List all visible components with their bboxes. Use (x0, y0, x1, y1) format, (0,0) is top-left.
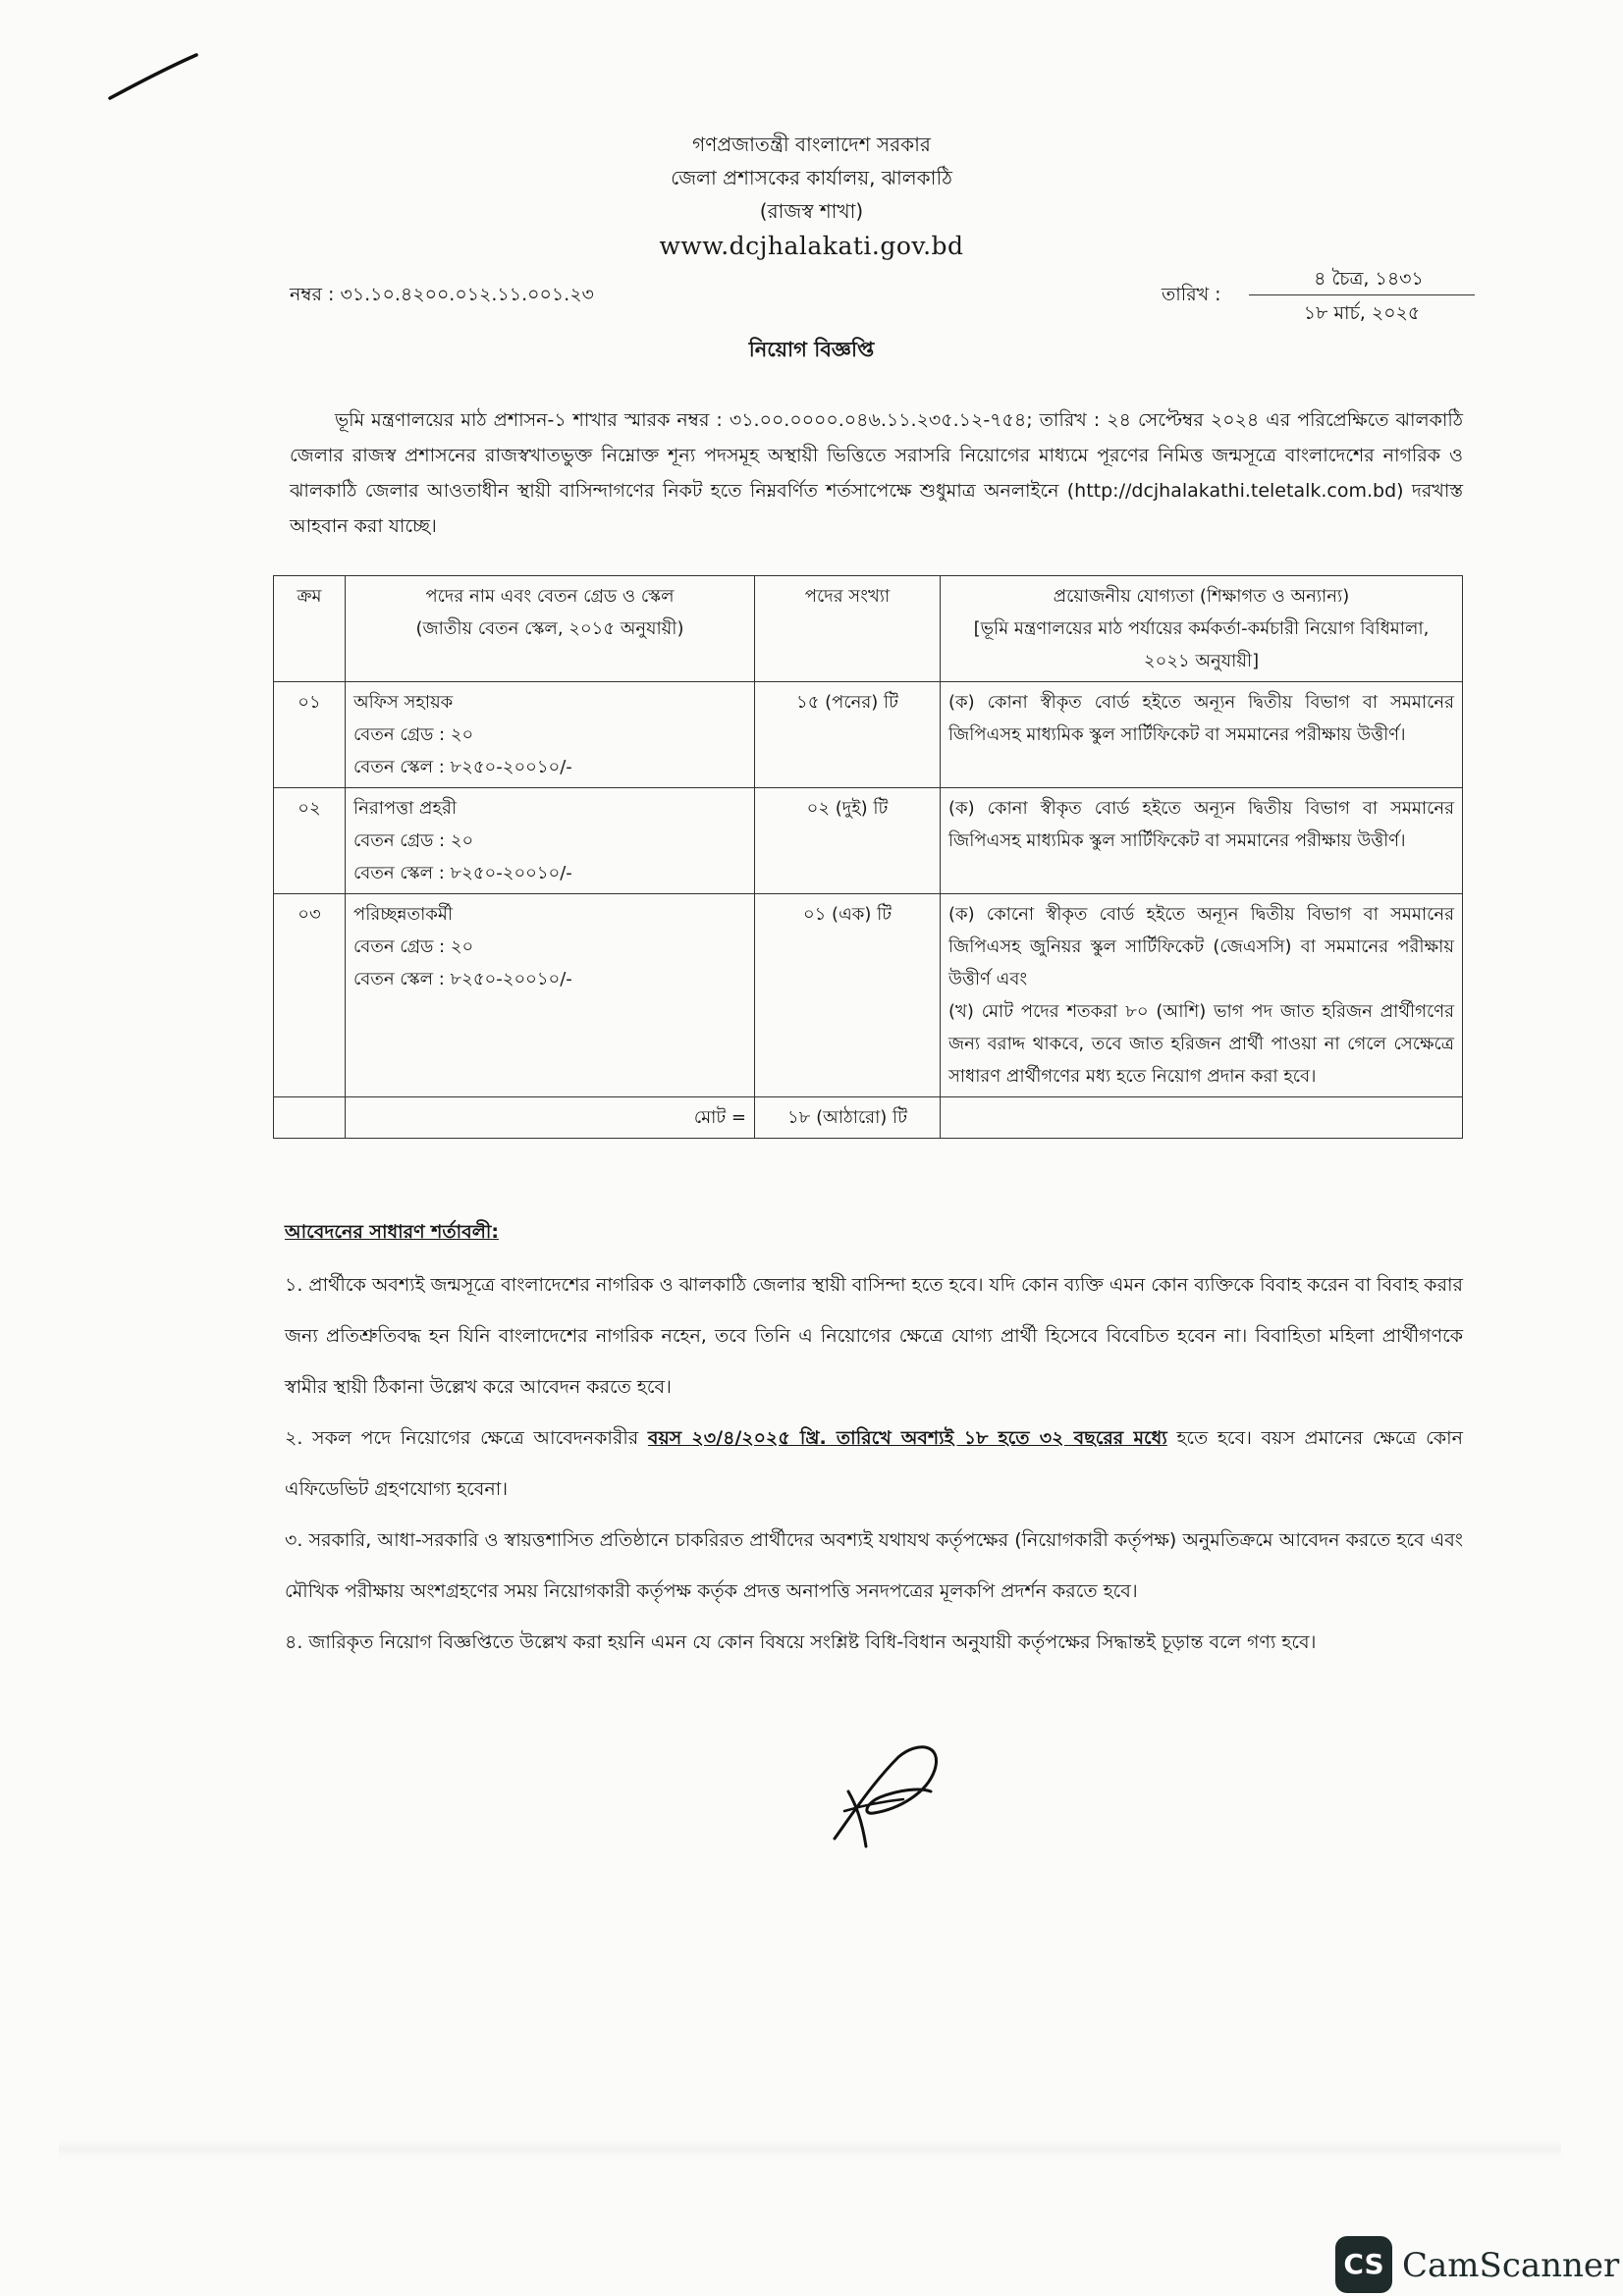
post-name: নিরাপত্তা প্রহরী (353, 798, 457, 819)
header-qualification-line2: [ভূমি মন্ত্রণালয়ের মাঠ পর্যায়ের কর্মকর্তা-কর্মচারী নিয়োগ বিধিমালা, ২০২১ অনুযায়ী] (973, 618, 1430, 671)
table-header-row (274, 576, 1463, 682)
condition-2-post: হতে হবে। বয়স প্রমানের ক্ষেত্রে কোন এফিডেভিট গ্রহণযোগ্য হবেনা। (285, 1427, 1463, 1500)
condition-2 (285, 1413, 1463, 1515)
condition-4: ৪. জারিকৃত নিয়োগ বিজ্ঞপ্তিতে উল্লেখ করা হয়নি এমন যে কোন বিষয়ে সংশ্লিষ্ট বিধি-বিধান অনুযায়ী কর্তৃপক্ষের সিদ্ধান্তই চূড়ান্ত বলে গণ্য হবে। (285, 1631, 1317, 1653)
office-name: জেলা প্রশাসকের কার্যালয়, ঝালকাঠি (671, 166, 952, 189)
row-post-info (346, 894, 755, 1097)
post-count: ১৫ (পনের) টি (755, 682, 941, 788)
row-post-info (346, 788, 755, 894)
post-name: পরিচ্ছন্নতাকর্মী (353, 904, 454, 925)
qualification (941, 788, 1463, 894)
intro-paragraph (290, 402, 1463, 544)
date-english: ১৮ মার্চ, ২০২৫ (1303, 302, 1421, 324)
row-sl: ০১ (274, 682, 346, 788)
memo-number: নম্বর : ৩১.১০.৪২০০.০১২.১১.০০১.২৩ (290, 284, 594, 305)
table-total-row (274, 1097, 1463, 1139)
camscanner-brand: CamScanner (1402, 2246, 1620, 2285)
branch-name: (রাজস্ব শাখা) (759, 199, 864, 223)
qualification-a: (ক) কোনা স্বীকৃত বোর্ড হইতে অন্যূন দ্বিতীয় বিভাগ বা সমমানের জিপিএসহ মাধ্যমিক স্কুল সার্টিফিকেট বা সমমানের পরীক্ষায় উত্তীর্ণ। (948, 798, 1454, 851)
intro-text: ভূমি মন্ত্রণালয়ের মাঠ প্রশাসন-১ শাখার স্মারক নম্বর : ৩১.০০.০০০০.০৪৬.১১.২৩৫.১২-৭৫৪; তারিখ : ২৪ সেপ্টেম্বর ২০২৪ এর পরিপ্রেক্ষিতে ঝালকাঠি জেলার রাজস্ব প্রশাসনের রাজস্বখাতভুক্ত নিম্নোক্ত শূন্য পদসমূহ অস্থায়ী ভিত্তিতে সরাসরি নিয়োগের মাধ্যমে পূরণের নিমিত্ত জন্মসূত্রে বাংলাদেশের নাগরিক ও ঝালকাঠি জেলার আওতাধীন স্থায়ী বাসিন্দাগণের নিকট হতে নিম্নবর্ণিত শর্তসাপেক্ষে শুধুমাত্র অনলাইনে (http://dcjhalakathi.teletalk.com.bd) দরখাস্ত আহবান করা যাচ্ছে। (290, 409, 1463, 537)
row-post-info (346, 682, 755, 788)
date-divider (1249, 294, 1475, 295)
government-name: গণপ্রজাতন্ত্রী বাংলাদেশ সরকার (692, 133, 931, 156)
pay-scale: বেতন স্কেল : ৮২৫০-২০০১০/- (353, 863, 572, 883)
date-block (1239, 265, 1475, 331)
qualification-a: (ক) কোনো স্বীকৃত বোর্ড হইতে অন্যূন দ্বিতীয় বিভাগ বা সমমানের জিপিএসহ জুনিয়র স্কুল সার্টিফিকেট (জেএসসি) বা সমমানের পরীক্ষায় উত্তীর্ণ এবং (948, 904, 1454, 989)
header-post-count: পদের সংখ্যা (755, 576, 941, 682)
qualification (941, 682, 1463, 788)
conditions-title: আবেদনের সাধারণ শর্তাবলী: (285, 1221, 499, 1243)
header-post-name-line1: পদের নাম এবং বেতন গ্রেড ও স্কেল (425, 586, 675, 607)
condition-3: ৩. সরকারি, আধা-সরকারি ও স্বায়ত্তশাসিত প্রতিষ্ঠানে চাকরিরত প্রার্থীদের অবশ্যই যথাযথ কর্তৃপক্ষের (নিয়োগকারী কর্তৃপক্ষ) অনুমতিক্রমে আবেদন করতে হবে এবং মৌখিক পরীক্ষায় অংশগ্রহণের সময় নিয়োগকারী কর্তৃপক্ষ কর্তৃক প্রদত্ত অনাপত্তি সনদপত্রের মূলকপি প্রদর্শন করতে হবে। (285, 1529, 1463, 1602)
table-row (274, 894, 1463, 1097)
qualification-b: (খ) মোট পদের শতকরা ৮০ (আশি) ভাগ পদ জাত হরিজন প্রার্থীগণের জন্য বরাদ্দ থাকবে, তবে জাত হরিজন প্রার্থী পাওয়া না গেলে সেক্ষেত্রে সাধারণ প্রার্থীগণের মধ্য হতে নিয়োগ প্রদান করা হবে। (948, 1001, 1454, 1087)
post-count: ০১ (এক) টি (755, 894, 941, 1097)
header-post-name (346, 576, 755, 682)
date-label: তারিখ : (1162, 284, 1221, 305)
signature-icon (805, 1723, 962, 1860)
header-sl: ক্রম (274, 576, 346, 682)
camscanner-logo-icon: CS (1335, 2236, 1392, 2293)
pay-scale: বেতন স্কেল : ৮২৫০-২০০১০/- (353, 969, 572, 989)
header-qualification-line1: প্রয়োজনীয় যোগ্যতা (শিক্ষাগত ও অন্যান্য) (1053, 586, 1350, 607)
qualification-a: (ক) কোনা স্বীকৃত বোর্ড হইতে অন্যূন দ্বিতীয় বিভাগ বা সমমানের জিপিএসহ মাধ্যমিক স্কুল সার্টিফিকেট বা সমমানের পরীক্ষায় উত্তীর্ণ। (948, 692, 1454, 745)
table-row (274, 682, 1463, 788)
table-row (274, 788, 1463, 894)
posts-table (273, 575, 1463, 1139)
row-sl: ০৩ (274, 894, 346, 1097)
post-count: ০২ (দুই) টি (755, 788, 941, 894)
general-conditions (285, 1212, 1463, 1668)
qualification (941, 894, 1463, 1097)
header-post-name-line2: (জাতীয় বেতন স্কেল, ২০১৫ অনুযায়ী) (415, 618, 684, 639)
pay-grade: বেতন গ্রেড : ২০ (353, 936, 474, 957)
header-qualification (941, 576, 1463, 682)
letterhead (0, 128, 1623, 265)
total-empty-qual (941, 1097, 1463, 1139)
scan-artifact (59, 2140, 1561, 2158)
pen-mark-icon (106, 47, 204, 106)
condition-2-age-limit: বয়স ২৩/৪/২০২৫ খ্রি. তারিখে অবশ্যই ১৮ হতে ৩২ বছরের মধ্যে (647, 1427, 1167, 1449)
pay-grade: বেতন গ্রেড : ২০ (353, 830, 474, 851)
total-count: ১৮ (আঠারো) টি (755, 1097, 941, 1139)
total-empty-sl (274, 1097, 346, 1139)
pay-grade: বেতন গ্রেড : ২০ (353, 724, 474, 745)
condition-1: ১. প্রার্থীকে অবশ্যই জন্মসূত্রে বাংলাদেশের নাগরিক ও ঝালকাঠি জেলার স্থায়ী বাসিন্দা হতে হবে। যদি কোন ব্যক্তি এমন কোন ব্যক্তিকে বিবাহ করেন বা বিবাহ করার জন্য প্রতিশ্রুতিবদ্ধ হন যিনি বাংলাদেশের নাগরিক নহেন, তবে তিনি এ নিয়োগের ক্ষেত্রে যোগ্য প্রার্থী হিসেবে বিবেচিত হবেন না। বিবাহিতা মহিলা প্রার্থীগণকে স্বামীর স্থায়ী ঠিকানা উল্লেখ করে আবেদন করতে হবে। (285, 1274, 1463, 1398)
pay-scale: বেতন স্কেল : ৮২৫০-২০০১০/- (353, 757, 572, 777)
website-url[interactable]: www.dcjhalakati.gov.bd (659, 232, 964, 260)
post-name: অফিস সহায়ক (353, 692, 454, 713)
row-sl: ০২ (274, 788, 346, 894)
condition-2-pre: ২. সকল পদে নিয়োগের ক্ষেত্রে আবেদনকারীর (285, 1427, 648, 1449)
notice-title: নিয়োগ বিজ্ঞপ্তি (748, 338, 875, 361)
date-bangla: ৪ চৈত্র, ১৪৩১ (1314, 268, 1424, 290)
total-label: মোট = (346, 1097, 755, 1139)
